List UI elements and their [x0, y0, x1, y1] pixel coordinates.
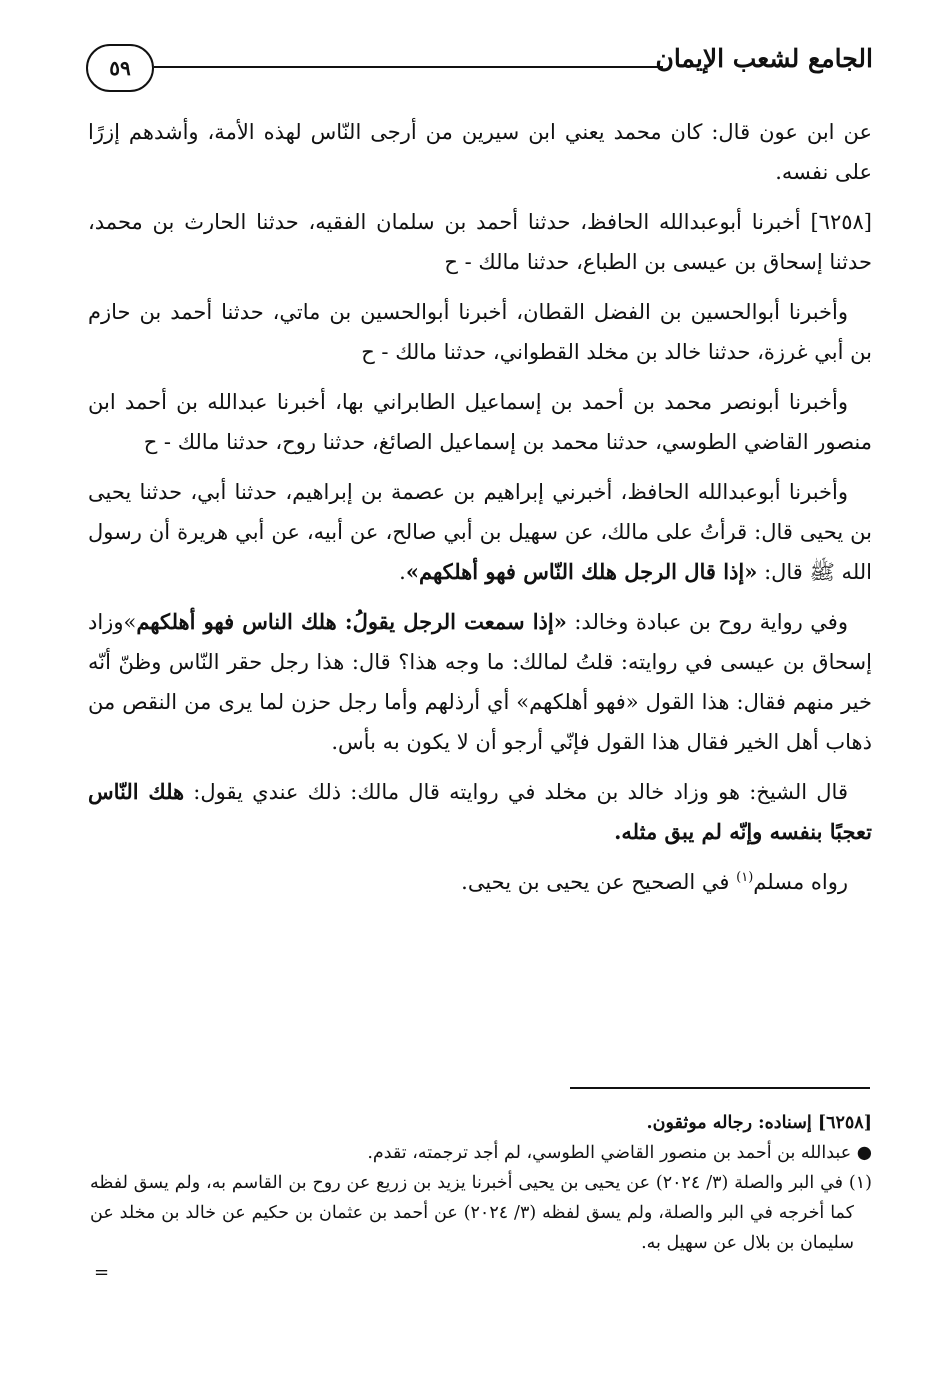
running-header	[86, 38, 873, 100]
paragraph-shaykh	[88, 772, 872, 852]
hadith-matn: «إذا قال الرجل هلك النّاس فهو أهلكهم»	[405, 559, 758, 584]
takhrij-a: رواه مسلم	[753, 870, 848, 894]
riwaya-matn: «إذا سمعت الرجل يقولُ: هلك الناس فهو أهلكهم	[136, 609, 567, 634]
shaykh-lead: قال الشيخ: هو وزاد خالد بن مخلد في روايته قال مالك: ذلك عندي يقول:	[184, 780, 848, 804]
continuation-mark: =	[94, 1262, 110, 1283]
paragraph-riwaya	[88, 602, 872, 762]
page-number: ٥٩	[109, 56, 131, 80]
chain-text: وأخبرنا أبوعبدالله الحافظ، أخبرني إبراهيم بن عصمة بن إبراهيم، حدثنا أبي، حدثنا يحيى بن يحيى قال: قرأتُ على مالك، عن سهيل بن أبي صالح، عن أبيه، عن أبي هريرة أن رسول الله ﷺ قال:	[88, 480, 872, 584]
paragraph-chain-4	[88, 472, 872, 592]
takhrij-b: في الصحيح عن يحيى بن يحيى.	[461, 870, 737, 894]
paragraph-takhrij	[88, 862, 872, 902]
period: .	[399, 560, 406, 584]
footnotes	[90, 1108, 872, 1258]
paragraph-1: عن ابن عون قال: كان محمد يعني ابن سيرين من أرجى النّاس لهذه الأمة، وأشدهم إزرًا على نفسه.	[88, 120, 872, 184]
main-text	[88, 112, 872, 912]
footnote-narrator: ● عبدالله بن أحمد بن منصور القاضي الطوسي، لم أجد ترجمته، تقدم.	[367, 1143, 872, 1163]
riwaya-lead: وفي رواية روح بن عبادة وخالد:	[566, 610, 848, 634]
shaykh-quote: هلك النّاس تعجبًا بنفسه وإنّه لم يبق مثله.	[88, 779, 872, 844]
header-rule	[154, 66, 663, 68]
book-title: الجامع لشعب الإيمان	[655, 44, 873, 73]
riwaya-commentary: »وزاد إسحاق بن عيسى في روايته: قلتُ لمالك: ما وجه هذا؟ قال: هذا رجل حقر النّاس وظنّ أنّه خير منهم فقال: هذا القول «فهو أهلكهم» أي أرذلهم وأما رجل حزن لما يرى من النقص من ذهاب أهل الخير فقال هذا القول فإنّي أرجو أن لا يكون به بأس.	[88, 610, 872, 754]
hadith-6258-chain: [٦٢٥٨] أخبرنا أبوعبدالله الحافظ، حدثنا أحمد بن سلمان الفقيه، حدثنا الحارث بن محمد، حدثنا إسحاق بن عيسى بن الطباع، حدثنا مالك - ح	[88, 210, 872, 274]
paragraph-chain-2: وأخبرنا أبوالحسين بن الفضل القطان، أخبرنا أبوالحسين بن ماتي، حدثنا أحمد بن حازم بن أبي غرزة، حدثنا خالد بن مخلد القطواني، حدثنا مالك - ح	[88, 300, 872, 364]
footnote-1: (١) في البر والصلة (٣/ ٢٠٢٤) عن يحيى بن يحيى أخبرنا يزيد بن زريع عن روح بن القاسم به، ولم يسق لفظه كما أخرجه في البر والصلة، ولم يسق لفظه (٣/ ٢٠٢٤) عن أحمد بن عثمان بن حكيم عن خالد بن مخلد عن سليمان بن بلال عن سهيل به.	[90, 1173, 872, 1253]
page-number-badge	[86, 44, 154, 92]
footnote-separator	[570, 1087, 870, 1089]
paragraph-chain-3: وأخبرنا أبونصر محمد بن أحمد بن إسماعيل الطابراني بها، أخبرنا عبدالله بن أحمد ابن منصور القاضي الطوسي، حدثنا محمد بن إسماعيل الصائغ، حدثنا روح، حدثنا مالك - ح	[88, 390, 872, 454]
footnote-isnad: [٦٢٥٨] إسناده: رجاله موثقون.	[646, 1113, 872, 1133]
footnote-ref-1[interactable]: (١)	[736, 870, 754, 885]
